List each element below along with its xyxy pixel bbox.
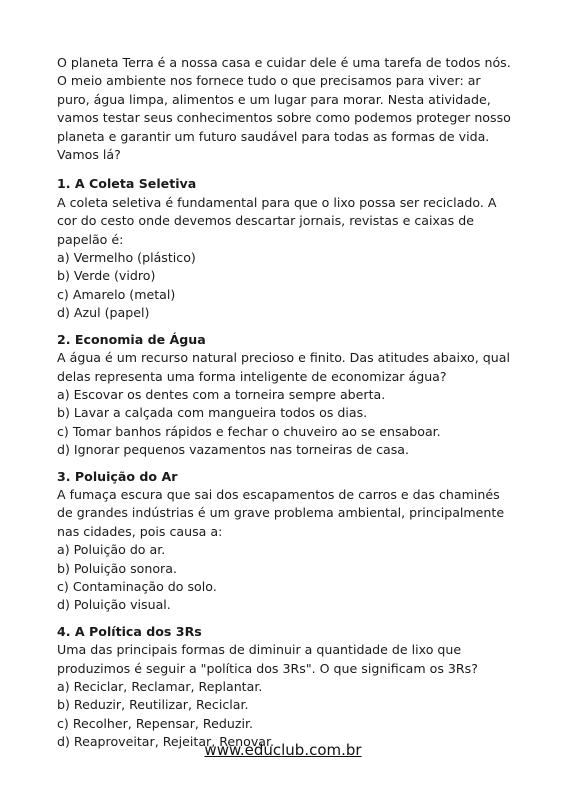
option-c: c) Contaminação do solo. [57, 578, 217, 594]
question-1 [57, 175, 516, 322]
question-text: Uma das principais formas de diminuir a quantidade de lixo que produzimos é seguir a "política dos 3Rs". O que significam os 3Rs? [57, 642, 478, 676]
question-text: A coleta seletiva é fundamental para que o lixo possa ser reciclado. A cor do cesto onde devemos descartar jornais, revistas e caixas de papelão é: [57, 194, 497, 247]
question-text: A fumaça escura que sai dos escapamentos de carros e das chaminés de grandes indústrias é um grave problema ambiental, principalmente nas cidades, pois causa a: [57, 486, 505, 539]
question-3 [57, 468, 516, 615]
option-d: d) Reaproveitar, Rejeitar, Renovar. [57, 734, 275, 750]
option-a: a) Vermelho (plástico) [57, 250, 196, 266]
option-d: d) Azul (papel) [57, 305, 150, 321]
option-b: b) Verde (vidro) [57, 268, 156, 284]
question-title: 1. A Coleta Seletiva [57, 176, 197, 192]
option-d: d) Ignorar pequenos vazamentos nas torneiras de casa. [57, 442, 410, 458]
option-a: a) Poluição do ar. [57, 542, 166, 558]
question-title: 2. Economia de Água [57, 331, 206, 347]
question-title: 4. A Política dos 3Rs [57, 623, 202, 639]
option-b: b) Poluição sonora. [57, 560, 177, 576]
option-c: c) Recolher, Repensar, Reduzir. [57, 715, 253, 731]
option-b: b) Reduzir, Reutilizar, Reciclar. [57, 697, 249, 713]
option-c: c) Tomar banhos rápidos e fechar o chuveiro ao se ensaboar. [57, 423, 441, 439]
intro-paragraph: O planeta Terra é a nossa casa e cuidar dele é uma tarefa de todos nós. O meio ambiente nos fornece tudo o que precisamos para viver: ar puro, água limpa, alimentos e um lugar para morar. Nesta atividade, vamos testar seus conhecimentos sobre como podemos proteger nosso planeta e garantir um futuro saudável para todas as formas de vida. Vamos lá? [57, 55, 511, 163]
option-b: b) Lavar a calçada com mangueira todos os dias. [57, 405, 368, 421]
question-text: A água é um recurso natural precioso e finito. Das atitudes abaixo, qual delas representa uma forma inteligente de economizar água? [57, 350, 510, 384]
footer-website-link[interactable]: www.educlub.com.br [204, 741, 362, 759]
option-d: d) Poluição visual. [57, 597, 171, 613]
question-2 [57, 331, 516, 460]
option-a: a) Reciclar, Reclamar, Replantar. [57, 679, 263, 694]
question-title: 3. Poluição do Ar [57, 468, 178, 484]
question-4 [57, 623, 516, 752]
option-a: a) Escovar os dentes com a torneira sempre aberta. [57, 386, 386, 402]
option-c: c) Amarelo (metal) [57, 286, 176, 302]
